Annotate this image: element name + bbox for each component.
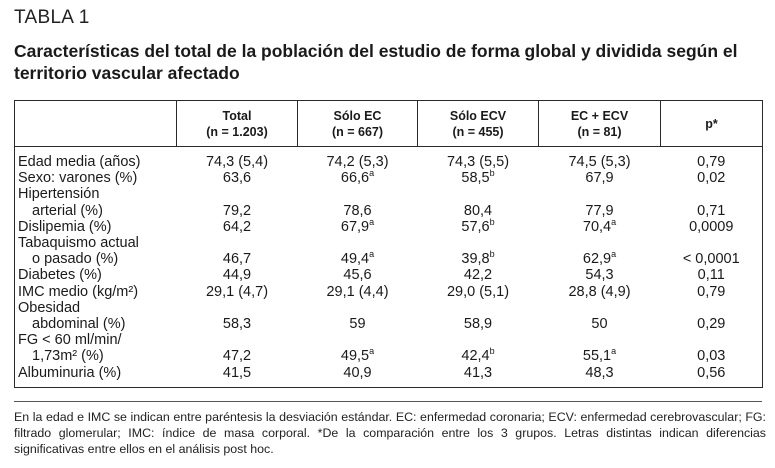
cell-value: 58,9 <box>463 316 493 333</box>
cell-value: 0,79 <box>697 283 726 300</box>
table-row <box>15 284 763 300</box>
cell-value: 67,9 <box>585 170 614 187</box>
significance-letter: b <box>489 168 495 179</box>
table-cell <box>539 170 661 186</box>
cell-value: 40,9 <box>343 364 372 381</box>
table-label: TABLA 1 <box>14 7 90 28</box>
table-cell <box>418 284 539 300</box>
table-cell <box>177 186 298 218</box>
row-label-line: FG < 60 ml/min/ <box>18 332 122 349</box>
table-cell <box>177 147 298 171</box>
table-row <box>15 147 763 171</box>
table-cell <box>298 186 418 218</box>
cell-value: 64,2 <box>222 218 252 235</box>
table-caption: Características del total de la población del estudio de forma global y dividida según el territorio vascular afectado <box>14 41 738 83</box>
row-label <box>15 186 177 218</box>
cell-value: 67,9 <box>340 218 370 235</box>
row-label-continuation: arterial (%) <box>32 202 103 219</box>
row-label <box>15 267 177 283</box>
cell-value: 74,5 (5,3) <box>568 154 631 170</box>
cell-value: 59 <box>349 316 366 333</box>
table-row <box>15 235 763 267</box>
row-label-line: Diabetes (%) <box>18 267 102 284</box>
row-label-line: Hipertensión <box>18 186 100 203</box>
row-label <box>15 284 177 300</box>
header-cell-ec-ecv: EC + ECV (n = 81) <box>539 101 661 147</box>
row-label <box>15 332 177 364</box>
header-cell-total: Total (n = 1.203) <box>177 101 298 147</box>
table-footnote: En la edad e IMC se indican entre paréntesis la desviación estándar. EC: enfermedad coronaria; ECV: enfermedad cerebrovascular; FG: filtrado glomerular; IMC: índice de masa corporal. *De la comparación entre los 3 grupos. Letras distintas indican diferencias significativas entre ellos en el análisis post hoc. <box>14 410 766 456</box>
table-cell <box>298 235 418 267</box>
table-cell <box>298 284 418 300</box>
table-cell <box>298 170 418 186</box>
cell-value: 49,4 <box>340 251 370 268</box>
cell-value: 46,7 <box>222 251 252 268</box>
table-cell <box>539 216 661 235</box>
cell-value: 29,0 (5,1) <box>446 283 510 300</box>
significance-letter: a <box>611 249 617 260</box>
table-cell <box>661 186 763 218</box>
cell-value: 0,29 <box>697 316 726 333</box>
table-cell <box>418 186 539 218</box>
row-label-line: Dislipemia (%) <box>18 218 112 235</box>
cell-value: 66,6 <box>340 170 370 187</box>
table-cell <box>177 365 298 388</box>
table-row <box>15 365 763 388</box>
cell-value: 0,56 <box>697 364 726 381</box>
significance-letter: b <box>489 249 495 260</box>
table-row <box>15 267 763 283</box>
table-cell <box>298 147 418 171</box>
table-row <box>15 186 763 218</box>
cell-value: 62,9 <box>582 251 612 268</box>
table-cell <box>539 186 661 218</box>
table-cell <box>661 219 763 235</box>
table-cell <box>177 284 298 300</box>
significance-letter: a <box>369 168 375 179</box>
table-cell <box>539 365 661 388</box>
cell-value: 74,3 (5,5) <box>446 154 510 170</box>
cell-value: 0,11 <box>697 267 725 284</box>
row-label-line: Obesidad <box>18 299 81 316</box>
table-cell <box>418 147 539 171</box>
cell-value: 0,0009 <box>689 218 734 235</box>
header-cell-solo-ec: Sólo EC (n = 667) <box>298 101 418 147</box>
table-cell <box>539 332 661 364</box>
cell-value: 44,9 <box>222 267 252 284</box>
cell-value: 29,1 (4,4) <box>326 283 389 300</box>
table-cell <box>418 365 539 388</box>
table-cell <box>177 267 298 283</box>
row-label <box>15 219 177 235</box>
cell-value: < 0,0001 <box>682 251 740 268</box>
cell-value: 58,5 <box>461 170 490 187</box>
table-cell <box>177 235 298 267</box>
table-cell <box>661 267 763 283</box>
table-cell <box>661 300 763 332</box>
table-cell <box>298 365 418 388</box>
table-cell <box>661 235 763 267</box>
table-row <box>15 219 763 235</box>
cell-value: 57,6 <box>461 218 490 235</box>
significance-letter: b <box>489 216 495 227</box>
cell-value: 0,71 <box>697 202 726 219</box>
cell-value: 58,3 <box>222 316 252 333</box>
table-row <box>15 332 763 364</box>
table-cell <box>661 284 763 300</box>
table-cell <box>661 147 763 171</box>
row-label <box>15 300 177 332</box>
cell-value: 0,03 <box>697 348 726 365</box>
cell-value: 79,2 <box>222 202 252 219</box>
table-cell <box>418 170 539 186</box>
table-cell <box>418 235 539 267</box>
table-cell <box>418 300 539 332</box>
table-cell <box>177 332 298 364</box>
cell-value: 50 <box>591 316 608 333</box>
significance-letter: a <box>611 346 617 357</box>
row-label-line: Albuminuria (%) <box>18 364 122 381</box>
cell-value: 41,5 <box>222 364 252 381</box>
table-cell <box>661 170 763 186</box>
table-cell <box>418 216 539 235</box>
table-cell <box>298 300 418 332</box>
table-body <box>15 147 763 388</box>
row-label-continuation: abdominal (%) <box>32 316 126 333</box>
cell-value: 74,3 (5,4) <box>205 154 269 170</box>
cell-value: 29,1 (4,7) <box>205 283 269 300</box>
cell-value: 0,79 <box>697 154 726 170</box>
table-cell <box>298 216 418 235</box>
footnote-divider <box>14 401 762 402</box>
row-label-line: IMC medio (kg/m²) <box>18 283 139 300</box>
header-cell-p-value: p* <box>661 101 763 147</box>
cell-value: 54,3 <box>585 267 614 284</box>
cell-value: 74,2 (5,3) <box>326 154 389 170</box>
cell-value: 55,1 <box>582 348 612 365</box>
table-cell <box>539 284 661 300</box>
cell-value: 0,02 <box>697 170 726 187</box>
cell-value: 77,9 <box>585 202 614 219</box>
significance-letter: a <box>369 216 375 227</box>
table-cell <box>177 219 298 235</box>
characteristics-table <box>14 100 763 388</box>
cell-value: 28,8 (4,9) <box>568 283 631 300</box>
table-cell <box>177 300 298 332</box>
table-cell <box>539 235 661 267</box>
cell-value: 42,2 <box>463 267 493 284</box>
cell-value: 42,4 <box>461 348 490 365</box>
significance-letter: a <box>369 346 375 357</box>
cell-value: 78,6 <box>343 202 372 219</box>
cell-value: 48,3 <box>585 364 614 381</box>
table-cell <box>177 170 298 186</box>
table-cell <box>539 147 661 171</box>
header-cell-solo-ecv: Sólo ECV (n = 455) <box>418 101 539 147</box>
row-label-line: Tabaquismo actual <box>18 235 139 252</box>
cell-value: 41,3 <box>463 364 493 381</box>
row-label-line: Sexo: varones (%) <box>18 170 138 187</box>
cell-value: 70,4 <box>582 218 612 235</box>
row-label-line: Edad media (años) <box>18 154 141 170</box>
table-cell <box>418 267 539 283</box>
table-row <box>15 300 763 332</box>
row-label <box>15 147 177 171</box>
table-cell <box>298 267 418 283</box>
row-label <box>15 170 177 186</box>
header-row <box>15 101 763 147</box>
table-cell <box>661 332 763 364</box>
cell-value: 39,8 <box>461 251 490 268</box>
cell-value: 45,6 <box>343 267 372 284</box>
table-cell <box>661 365 763 388</box>
row-label <box>15 235 177 267</box>
row-label-continuation: 1,73m² (%) <box>32 348 104 365</box>
cell-value: 49,5 <box>340 348 370 365</box>
significance-letter: a <box>611 216 617 227</box>
significance-letter: a <box>369 249 375 260</box>
row-label <box>15 365 177 388</box>
table-cell <box>418 332 539 364</box>
significance-letter: b <box>489 346 495 357</box>
table-cell <box>539 267 661 283</box>
table-cell <box>539 300 661 332</box>
header-cell-variable <box>15 101 177 147</box>
cell-value: 47,2 <box>222 348 252 365</box>
cell-value: 63,6 <box>222 170 252 187</box>
cell-value: 80,4 <box>463 202 493 219</box>
row-label-continuation: o pasado (%) <box>32 251 119 268</box>
table-row <box>15 170 763 186</box>
table-cell <box>298 332 418 364</box>
